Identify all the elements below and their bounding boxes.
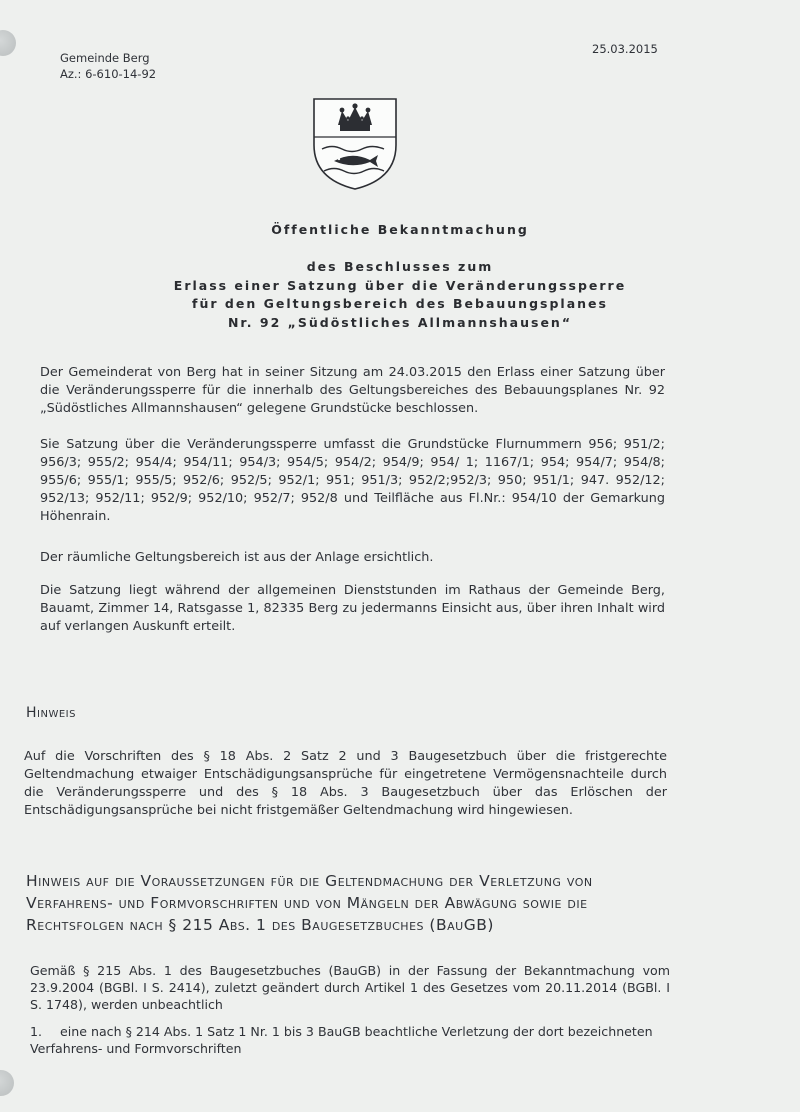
subtitle-line: Erlass einer Satzung über die Veränderungssperre xyxy=(173,277,627,293)
thumbtack-icon xyxy=(0,1070,14,1096)
paragraph-scope: Der räumliche Geltungsbereich ist aus der Anlage ersichtlich. xyxy=(40,550,434,565)
hinweis-voraussetzungen-text: Gemäß § 215 Abs. 1 des Baugesetzbuches (BauGB) in der Fassung der Bekanntmachung vom 23.9.2004 (BGBl. I S. 2414), zuletzt geändert durch Artikel 1 des Gesetzes vom 20.11.2014 (BGBl. I S. 1748), werden unbeachtlich xyxy=(30,963,670,1012)
list-item-text: eine nach § 214 Abs. 1 Satz 1 Nr. 1 bis 3 BauGB beachtliche Verletzung der dort bezeichneten Verfahrens- und Formvorschriften xyxy=(30,1024,653,1056)
coat-of-arms-crown-fish-icon xyxy=(312,97,398,191)
subtitle-line: für den Geltungsbereich des Bebauungsplanes xyxy=(192,296,608,311)
paragraph-resolution: Der Gemeinderat von Berg hat in seiner Sitzung am 24.03.2015 den Erlass einer Satzung über die Veränderungssperre für die innerhalb des Geltungsbereiches des Bebauungsplanes Nr. 92 „Südöstliches Allmannshausen“ gelegene Grundstücke beschlossen. xyxy=(40,365,665,416)
list-item-number: 1. xyxy=(30,1024,43,1039)
paragraph-parcels: Sie Satzung über die Veränderungssperre umfasst die Grundstücke Flurnummern 956; 951/2; 956/3; 955/2; 954/4; 954/11; 954/3; 954/5; 954/2; 954/9; 954/ 1; 1167/1; 954; 954/7; 954/8; 955/6; 955/1; 955/5; 952/6; 952/5; 952/1; 951; 951/3; 952/2;952/3; 950; 951/1; 947. 952/12; 952/13; 952/11; 952/9; 952/10; 952/7; 952/8 und Teilfläche aus Fl.Nr.: 954/10 der Gemarkung Höhenrain. xyxy=(40,437,665,524)
paragraph-inspection: Die Satzung liegt während der allgemeinen Dienststunden im Rathaus der Gemeinde Berg, Bauamt, Zimmer 14, Ratsgasse 1, 82335 Berg zu jedermanns Einsicht aus, über ihren Inhalt wird auf verlangen Auskunft erteilt. xyxy=(40,583,665,634)
reference-number: Az.: 6-610-14-92 xyxy=(60,67,157,81)
list-item xyxy=(30,1023,670,1057)
subtitle-line: des Beschlusses zum xyxy=(306,259,494,274)
header-left xyxy=(60,50,156,82)
thumbtack-icon xyxy=(0,30,16,56)
subtitle-line: Nr. 92 „Südöstliches Allmannshausen“ xyxy=(227,314,573,330)
document-title: Öffentliche Bekanntmachung xyxy=(271,222,529,237)
municipality-name: Gemeinde Berg xyxy=(60,51,150,65)
document-date: 25.03.2015 xyxy=(592,42,658,56)
hinweis-heading: Hinweis xyxy=(26,705,76,721)
hinweis-voraussetzungen-heading: Hinweis auf die Voraussetzungen für die Geltendmachung der Verletzung von Verfahrens- und Formvorschriften und von Mängeln der Abwägung sowie die Rechtsfolgen nach § 215 Abs. 1 des Baugesetzbuches (BauGB) xyxy=(26,872,593,934)
subtitle xyxy=(80,258,720,332)
hinweis-text: Auf die Vorschriften des § 18 Abs. 2 Satz 2 und 3 Baugesetzbuch über die fristgerechte Geltendmachung etwaiger Entschädigungsansprüche für eingetretene Vermögensnachteile durch die Veränderungssperre und des § 18 Abs. 3 Baugesetzbuch über das Erlöschen der Entschädigungsansprüche bei nicht fristgemäßer Geltendmachung wird hingewiesen. xyxy=(24,749,667,818)
